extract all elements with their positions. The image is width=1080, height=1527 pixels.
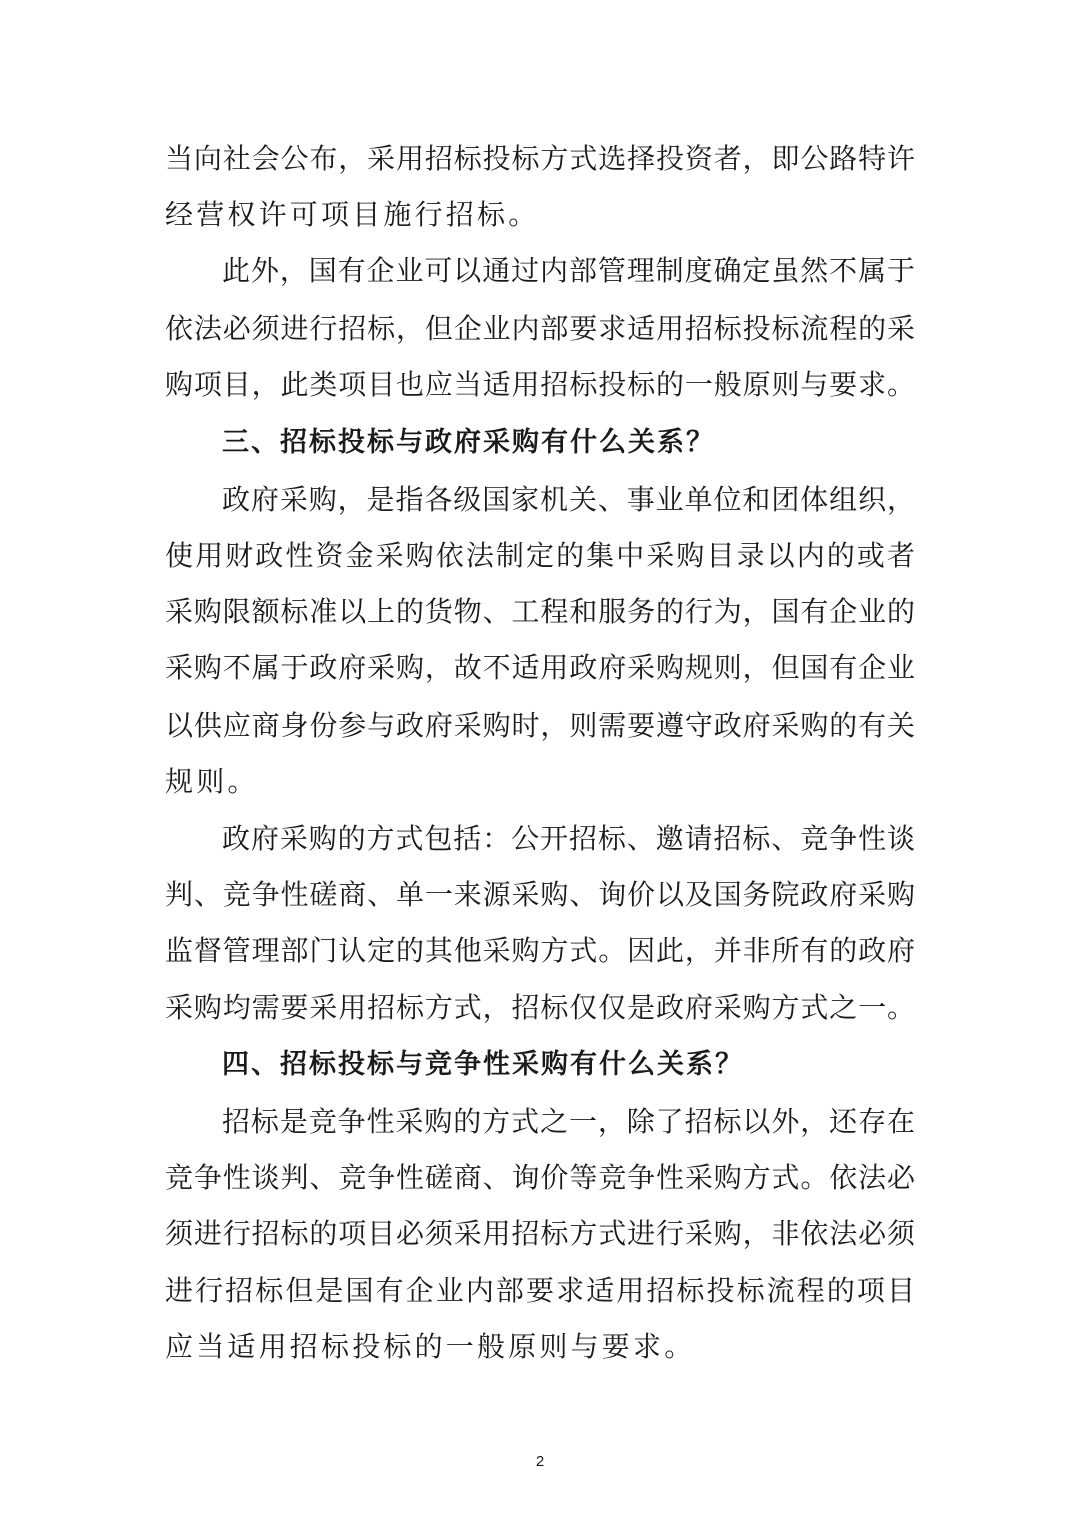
- paragraph-3-line-6: 规则。: [165, 765, 259, 798]
- paragraph-3-line-1: 政府采购，是指各级国家机关、事业单位和团体组织，: [222, 483, 915, 516]
- page-number: 2: [535, 1453, 545, 1470]
- paragraph-4-line-3: 监督管理部门认定的其他采购方式。因此，并非所有的政府: [165, 934, 915, 967]
- paragraph-2-line-1: 此外，国有企业可以通过内部管理制度确定虽然不属于: [222, 254, 915, 287]
- paragraph-5-line-2: 竞争性谈判、竞争性磋商、询价等竞争性采购方式。依法必: [165, 1161, 915, 1194]
- section-heading-3: 三、招标投标与政府采购有什么关系？: [222, 427, 715, 458]
- paragraph-5-line-4: 进行招标但是国有企业内部要求适用招标投标流程的项目: [165, 1274, 915, 1307]
- paragraph-1-line-1: 当向社会公布，采用招标投标方式选择投资者，即公路特许: [165, 142, 915, 175]
- paragraph-3-line-5: 以供应商身份参与政府采购时，则需要遵守政府采购的有关: [165, 709, 915, 742]
- paragraph-4-line-1: 政府采购的方式包括：公开招标、邀请招标、竞争性谈: [222, 822, 915, 855]
- paragraph-2-line-3: 购项目，此类项目也应当适用招标投标的一般原则与要求。: [165, 368, 915, 401]
- paragraph-4-line-4: 采购均需要采用招标方式，招标仅仅是政府采购方式之一。: [165, 991, 915, 1024]
- paragraph-5-line-5: 应当适用招标投标的一般原则与要求。: [165, 1330, 696, 1363]
- paragraph-4-line-2: 判、竞争性磋商、单一来源采购、询价以及国务院政府采购: [165, 878, 915, 911]
- paragraph-2-line-2: 依法必须进行招标，但企业内部要求适用招标投标流程的采: [165, 312, 915, 345]
- paragraph-3-line-3: 采购限额标准以上的货物、工程和服务的行为，国有企业的: [165, 595, 915, 628]
- paragraph-3-line-4: 采购不属于政府采购，故不适用政府采购规则，但国有企业: [165, 651, 915, 684]
- paragraph-1-line-2: 经营权许可项目施行招标。: [165, 198, 540, 231]
- paragraph-5-line-3: 须进行招标的项目必须采用招标方式进行采购，非依法必须: [165, 1217, 915, 1250]
- section-heading-4: 四、招标投标与竞争性采购有什么关系？: [222, 1049, 744, 1080]
- paragraph-3-line-2: 使用财政性资金采购依法制定的集中采购目录以内的或者: [165, 539, 915, 572]
- paragraph-5-line-1: 招标是竞争性采购的方式之一，除了招标以外，还存在: [222, 1105, 915, 1138]
